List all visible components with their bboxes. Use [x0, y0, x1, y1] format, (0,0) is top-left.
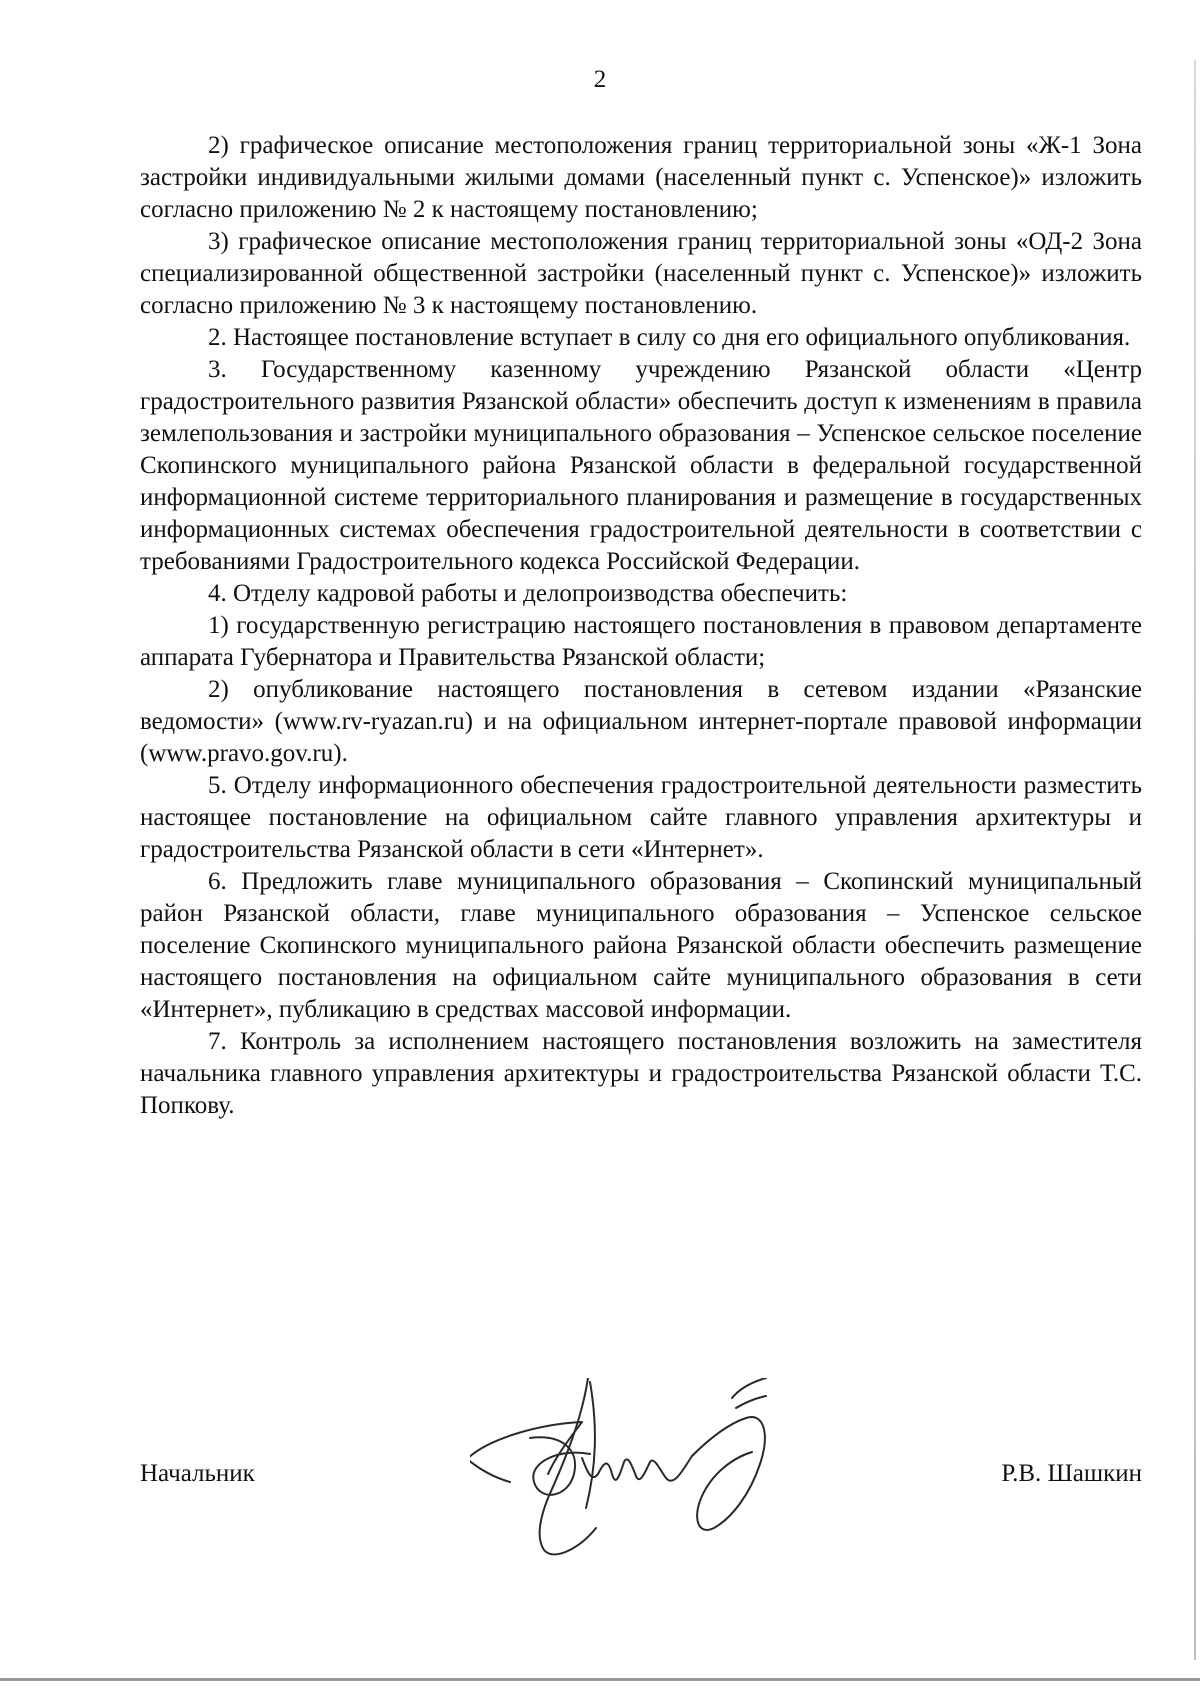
signatory-name: Р.В. Шашкин [1001, 1460, 1142, 1487]
paragraph-zone-zh1: 2) графическое описание местоположения границ территориальной зоны «Ж-1 Зона застройки индивидуальными жилыми домами (населенный пункт с. Успенское)» изложить согласно приложению № 2 к настоящему постановлению; [140, 132, 1142, 223]
signature-block [140, 1458, 1142, 1498]
scan-edge-shadow [1194, 60, 1196, 1660]
paragraph-urban-center-access: 3. Государственному казенному учреждению Рязанской области «Центр градостроительного развития Рязанской области» обеспечить доступ к изменениям в правила землепользования и застройки муниципального образования – Успенское сельское поселение Скопинского муниципального района Рязанской области в федеральной государственной информационной системе территориального планирования и размещение в государственных информационных системах обеспечения градостроительной деятельности в соответствии с требованиями Градостроительного кодекса Российской Федерации. [140, 356, 1142, 575]
paragraph-control: 7. Контроль за исполнением настоящего постановления возложить на заместителя начальника главного управления архитектуры и градостроительства Рязанской области Т.С. Попкову. [140, 1028, 1142, 1119]
paragraph-municipal-heads: 6. Предложить главе муниципального образования – Скопинский муниципальный район Рязанской области, главе муниципального образования – Успенское сельское поселение Скопинского муниципального района Рязанской области обеспечить размещение настоящего постановления на официальном сайте муниципального образования в сети «Интернет», публикацию в средствах массовой информации. [140, 868, 1142, 1023]
paragraph-effective-date: 2. Настоящее постановление вступает в силу со дня его официального опубликования. [208, 324, 1131, 351]
paragraph-zone-od2: 3) графическое описание местоположения границ территориальной зоны «ОД-2 Зона специализированной общественной застройки (населенный пункт с. Успенское)» изложить согласно приложению № 3 к настоящему постановлению. [140, 228, 1142, 319]
paragraph-hr-department: 4. Отделу кадровой работы и делопроизводства обеспечить: [208, 580, 848, 607]
page-number: 2 [593, 66, 607, 93]
document-body [140, 130, 1142, 1122]
paragraph-info-department: 5. Отделу информационного обеспечения градостроительной деятельности разместить настоящее постановление на официальном сайте главного управления архитектуры и градостроительства Рязанской области в сети «Интернет». [140, 772, 1142, 863]
signatory-title: Начальник [140, 1460, 255, 1487]
scan-bottom-edge [0, 1678, 1200, 1681]
paragraph-registration: 1) государственную регистрацию настоящего постановления в правовом департаменте аппарата Губернатора и Правительства Рязанской области; [140, 612, 1142, 671]
paragraph-publication: 2) опубликование настоящего постановления в сетевом издании «Рязанские ведомости» (www.rv-ryazan.ru) и на официальном интернет-портале правовой информации (www.pravo.gov.ru). [140, 676, 1142, 767]
